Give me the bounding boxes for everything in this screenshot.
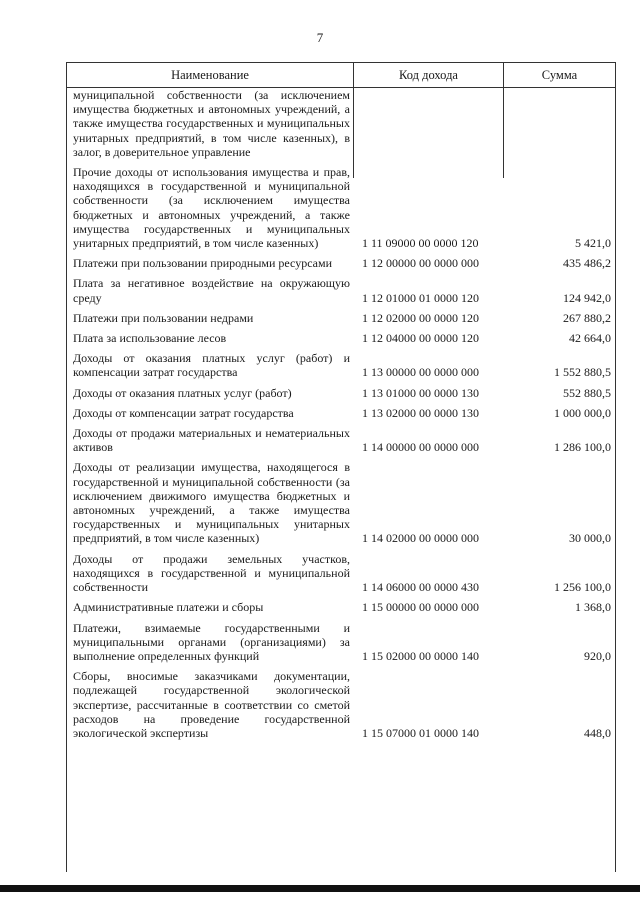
row-code: 1 14 06000 00 0000 430 xyxy=(362,580,479,595)
row-sum: 5 421,0 xyxy=(575,236,611,251)
table-header xyxy=(67,62,615,88)
header-code: Код дохода xyxy=(354,63,504,87)
row-name: Платежи при пользовании недрами xyxy=(73,310,254,325)
row-code: 1 13 00000 00 0000 000 xyxy=(362,365,479,380)
row-sum: 1 368,0 xyxy=(575,600,611,615)
row-code: 1 13 01000 00 0000 130 xyxy=(362,385,479,400)
row-code: 1 12 01000 01 0000 120 xyxy=(362,290,479,305)
row-name: Доходы от компенсации затрат государства xyxy=(73,405,294,420)
page-number: 7 xyxy=(316,30,324,45)
table-row xyxy=(67,351,615,379)
row-sum: 435 486,2 xyxy=(563,256,611,271)
row-sum: 1 286 100,0 xyxy=(554,440,611,455)
row-name: Платежи при пользовании природными ресурсами xyxy=(73,256,333,271)
table-row xyxy=(67,621,615,664)
row-name: Административные платежи и сборы xyxy=(73,600,264,615)
table-row xyxy=(67,311,615,325)
row-name: Плата за негативное воздействие на окружающую среду xyxy=(73,276,350,305)
row-name: Доходы от реализации имущества, находящегося в государственной и муниципальной собственности (за исключением движимого имущества бюджетных и автономных учреждений, а также имущества государственных и муниципальных унитарных предприятий, в том числе казенных) xyxy=(73,460,350,546)
row-sum: 1 552 880,5 xyxy=(554,365,611,380)
header-sum: Сумма xyxy=(541,67,578,82)
row-sum: 552 880,5 xyxy=(563,385,611,400)
row-name: муниципальной собственности (за исключением имущества бюджетных и автономных учреждений, а также имущества государственных и муниципальных унитарных предприятий, в том числе казенных), в залог, в доверительное управление xyxy=(73,88,350,159)
table-row xyxy=(67,331,615,345)
table-row xyxy=(67,460,615,545)
table-body xyxy=(67,88,615,873)
page-bottom-border xyxy=(0,885,640,892)
table-row xyxy=(67,552,615,595)
table-row xyxy=(67,256,615,270)
row-code: 1 12 00000 00 0000 000 xyxy=(362,256,479,271)
row-code: 1 15 00000 00 0000 000 xyxy=(362,600,479,615)
row-sum: 1 256 100,0 xyxy=(554,580,611,595)
row-name: Доходы от оказания платных услуг (работ) и компенсации затрат государства xyxy=(73,351,350,380)
row-sum: 267 880,2 xyxy=(563,310,611,325)
row-code: 1 14 02000 00 0000 000 xyxy=(362,531,479,546)
row-sum: 448,0 xyxy=(584,725,611,740)
header-name: Наименование xyxy=(67,63,354,87)
row-sum: 30 000,0 xyxy=(569,531,611,546)
row-sum: 920,0 xyxy=(584,648,611,663)
table-row xyxy=(67,426,615,454)
table-row xyxy=(67,669,615,740)
row-name: Доходы от продажи материальных и нематериальных активов xyxy=(73,426,350,455)
row-sum: 42 664,0 xyxy=(569,331,611,346)
row-code: 1 12 02000 00 0000 120 xyxy=(362,310,479,325)
row-name: Плата за использование лесов xyxy=(73,331,227,346)
table-row xyxy=(67,406,615,420)
row-code: 1 11 09000 00 0000 120 xyxy=(362,236,479,251)
row-code: 1 15 02000 00 0000 140 xyxy=(362,648,479,663)
row-name: Сборы, вносимые заказчиками документации, подлежащей государственной экологической экспертизе, рассчитанные в соответствии со сметой расходов на проведение государственной экологической экспертизы xyxy=(73,669,350,740)
row-sum: 1 000 000,0 xyxy=(554,405,611,420)
row-code: 1 12 04000 00 0000 120 xyxy=(362,331,479,346)
table-row xyxy=(67,276,615,304)
table-row xyxy=(67,386,615,400)
table-row xyxy=(67,600,615,614)
row-name: Доходы от оказания платных услуг (работ) xyxy=(73,385,292,400)
row-name: Прочие доходы от использования имущества и прав, находящихся в государственной и муниципальной собственности (за исключением имущества бюджетных и автономных учреждений, а также имущества государственных и муниципальных унитарных предприятий, в том числе казенных) xyxy=(73,165,350,251)
table-row xyxy=(67,165,615,250)
row-name: Доходы от продажи земельных участков, находящихся в государственной и муниципальной собственности xyxy=(73,551,350,595)
table-row xyxy=(67,88,615,159)
row-code: 1 14 00000 00 0000 000 xyxy=(362,440,479,455)
row-name: Платежи, взимаемые государственными и муниципальными органами (организациями) за выполнение определенных функций xyxy=(73,620,350,663)
row-sum: 124 942,0 xyxy=(563,290,611,305)
row-code: 1 13 02000 00 0000 130 xyxy=(362,405,479,420)
row-code: 1 15 07000 01 0000 140 xyxy=(362,725,479,740)
revenue-table xyxy=(66,62,616,872)
